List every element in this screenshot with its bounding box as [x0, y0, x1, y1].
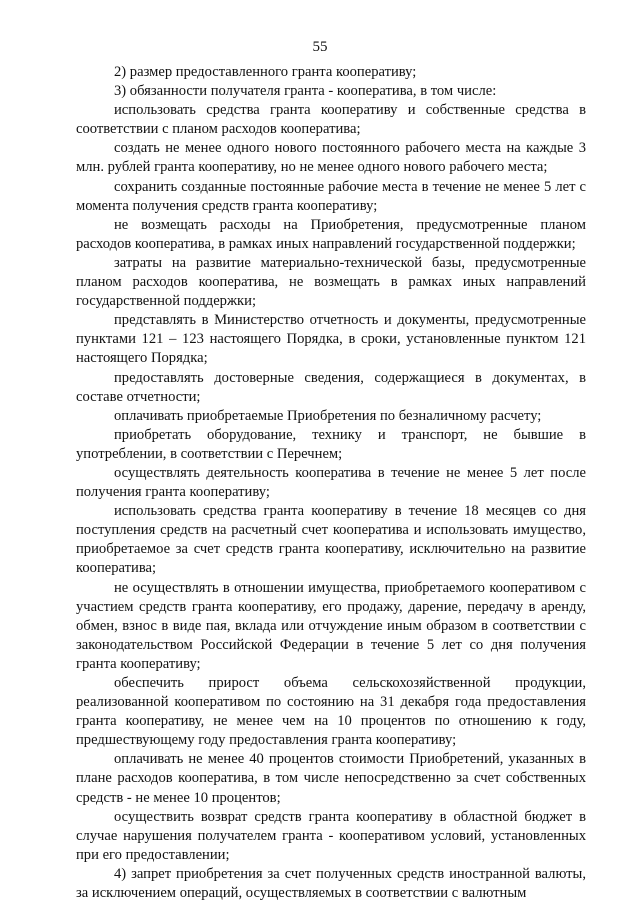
- paragraph: приобретать оборудование, технику и транспорт, не бывшие в употреблении, в соответствии с Перечнем;: [76, 426, 586, 462]
- paragraph: осуществлять деятельность кооператива в течение не менее 5 лет после получения гранта кооперативу;: [76, 464, 586, 501]
- paragraph: 3) обязанности получателя гранта - кооператива, в том числе:: [114, 83, 497, 100]
- paragraph: обеспечить прирост объема сельскохозяйственной продукции, реализованной кооперативом по состоянию на 31 декабря года предоставления гранта кооперативу, не менее чем на 10 процентов по отношению к году, предшествующему году предоставления гранта кооперативу;: [76, 675, 586, 749]
- paragraph: сохранить созданные постоянные рабочие места в течение не менее 5 лет с момента получения средств гранта кооперативу;: [76, 178, 586, 214]
- paragraph: не возмещать расходы на Приобретения, предусмотренные планом расходов кооператива, в рамках иных направлений государственной поддержки;: [76, 216, 586, 252]
- paragraph: затраты на развитие материально-технической базы, предусмотренные планом расходов кооператива, не возмещать в рамках иных направлений государственной поддержки;: [76, 254, 586, 310]
- paragraph: предоставлять достоверные сведения, содержащиеся в документах, в составе отчетности;: [76, 369, 586, 405]
- paragraph: не осуществлять в отношении имущества, приобретаемого кооперативом с участием средств гранта кооперативу, его продажу, дарение, передачу в аренду, обмен, взнос в виде пая, вклада или отчуждение иным образом в соответствии с законодательством Российской Федерации в течение 5 лет со дня получения гранта кооперативу;: [76, 579, 586, 672]
- paragraph: использовать средства гранта кооперативу в течение 18 месяцев со дня поступления средств на расчетный счет кооператива и использовать имущество, приобретаемое за счет средств гранта кооперативу, исключительно на развитие кооператива;: [76, 503, 586, 577]
- paragraph: представлять в Министерство отчетность и документы, предусмотренные пунктами 121 – 123 настоящего Порядка, в сроки, установленные пунктом 121 настоящего Порядка;: [76, 312, 586, 367]
- paragraph: оплачивать не менее 40 процентов стоимости Приобретений, указанных в плане расходов кооператива, в том числе непосредственно за счет собственных средств - не менее 10 процентов;: [76, 751, 586, 806]
- paragraph: использовать средства гранта кооперативу и собственные средства в соответствии с планом расходов кооператива;: [76, 102, 586, 138]
- page-number: 55: [312, 39, 328, 55]
- paragraph: осуществить возврат средств гранта кооперативу в областной бюджет в случае нарушения получателем гранта - кооперативом условий, установленных при его предоставлении;: [76, 808, 586, 863]
- paragraph: создать не менее одного нового постоянного рабочего места на каждые 3 млн. рублей гранта кооперативу, но не менее одного нового рабочего места;: [76, 140, 586, 176]
- document-body: [76, 63, 586, 903]
- paragraph: 2) размер предоставленного гранта кооперативу;: [114, 64, 417, 80]
- paragraph: 4) запрет приобретения за счет полученных средств иностранной валюты, за исключением операций, осуществляемых в соответствии с валютным: [76, 865, 586, 902]
- paragraph: оплачивать приобретаемые Приобретения по безналичному расчету;: [114, 407, 542, 424]
